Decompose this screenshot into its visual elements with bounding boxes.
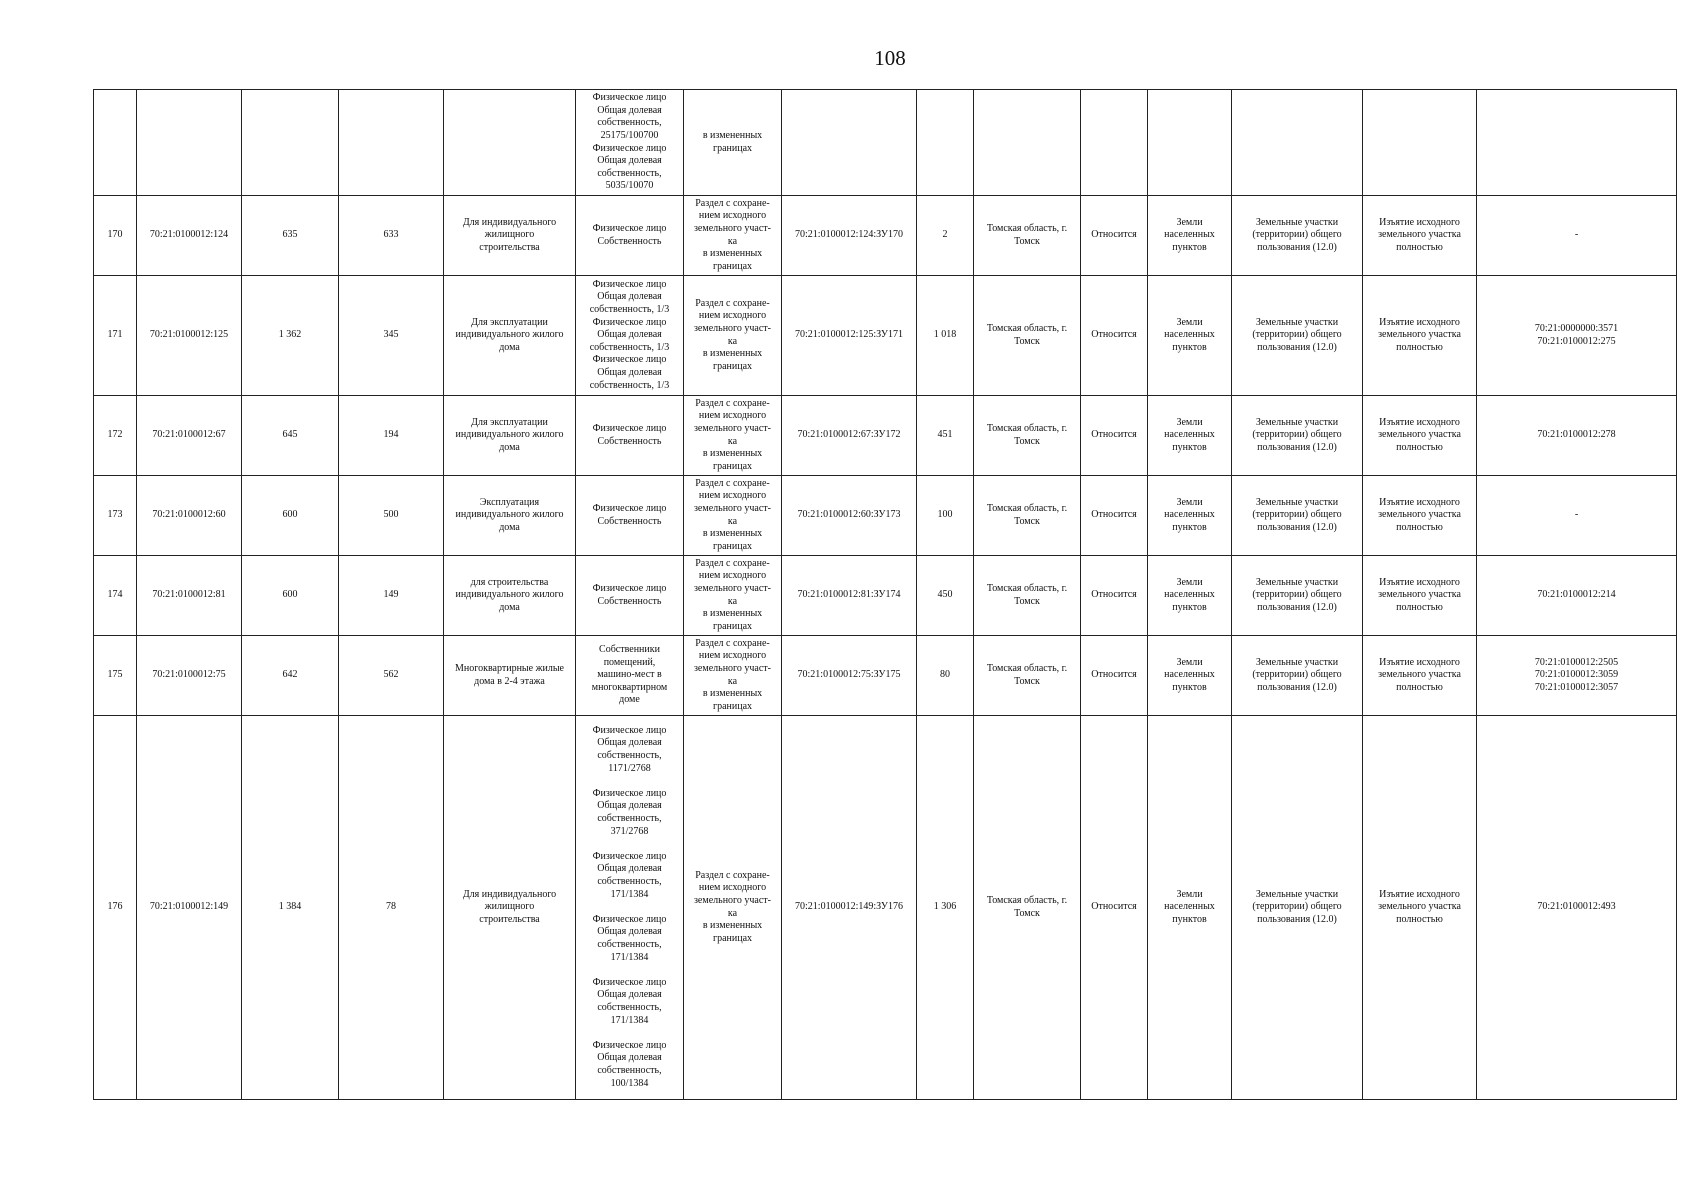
table-row (94, 476, 1677, 556)
area-seized: 500 (383, 509, 399, 521)
permitted-use-cell (444, 90, 576, 196)
plot-address: Томская область, г. Томск (986, 502, 1068, 527)
new-cadastral-cell (782, 476, 917, 556)
table-row (94, 636, 1677, 716)
area-seized-cell (339, 396, 444, 476)
seizure-method-cell (1363, 196, 1477, 276)
area-total: 1 384 (278, 901, 302, 913)
permitted-use-cell (444, 556, 576, 636)
related-objects: - (1574, 229, 1579, 241)
cadastral-number-cell (137, 196, 242, 276)
new-cadastral-cell (782, 716, 917, 1100)
area-total: 600 (282, 589, 298, 601)
area-seized-cell (339, 476, 444, 556)
action-cell (684, 716, 782, 1100)
action-cell (684, 276, 782, 396)
action-cell (684, 396, 782, 476)
relation-cell (1081, 716, 1148, 1100)
new-cadastral-cell (782, 90, 917, 196)
new-cadastral-cell (782, 196, 917, 276)
plot-purpose: Земельные участки (территории) общего пользования (12.0) (1252, 656, 1342, 693)
row-number-cell (94, 556, 137, 636)
formation-method: Раздел с сохране- нием исходного земельного участ- ка в измененных границах (693, 297, 772, 372)
related-objects-cell (1477, 396, 1677, 476)
plot-address: Томская область, г. Томск (986, 322, 1068, 347)
category-cell (1148, 276, 1232, 396)
row-number-cell (94, 636, 137, 716)
cadastral-number: 70:21:0100012:60 (152, 509, 226, 521)
permitted-use-cell (444, 396, 576, 476)
category-cell (1148, 476, 1232, 556)
related-objects-cell (1477, 716, 1677, 1100)
relation-status: Относится (1091, 901, 1137, 913)
table-row (94, 196, 1677, 276)
area-seized: 78 (386, 901, 396, 913)
address-cell (974, 636, 1081, 716)
cadastral-number-cell (137, 276, 242, 396)
permitted-use: Эксплуатация индивидуального жилого дома (455, 496, 564, 533)
permitted-use: Для индивидуального жилищного строительства (462, 888, 557, 925)
area-seized: 345 (383, 329, 399, 341)
new-plot-area: 450 (937, 589, 953, 601)
address-cell (974, 276, 1081, 396)
related-objects: 70:21:0100012:214 (1537, 589, 1616, 601)
relation-cell (1081, 556, 1148, 636)
owner-rights: Физическое лицо Общая долевая собственность, 25175/100700 Физическое лицо Общая долевая собственность, 5035/10070 (592, 92, 667, 192)
plot-address: Томская область, г. Томск (986, 222, 1068, 247)
area-total-cell (242, 636, 339, 716)
owner-rights: Физическое лицо Общая долевая собственность, 1/3 Физическое лицо Общая долевая собственность, 1/3 Физическое лицо Общая долевая собственность, 1/3 (589, 278, 670, 391)
plot-purpose: Земельные участки (территории) общего пользования (12.0) (1252, 576, 1342, 613)
relation-status: Относится (1091, 229, 1137, 241)
category-cell (1148, 396, 1232, 476)
area-seized-cell (339, 716, 444, 1100)
related-objects: 70:21:0100012:2505 70:21:0100012:3059 70:21:0100012:3057 (1534, 656, 1619, 693)
new-area-cell (917, 90, 974, 196)
seizure-method: Изъятие исходного земельного участка полностью (1378, 416, 1461, 453)
purpose-cell (1232, 556, 1363, 636)
action-cell (684, 476, 782, 556)
area-seized: 149 (383, 589, 399, 601)
relation-status: Относится (1091, 429, 1137, 441)
cadastral-number-cell (137, 396, 242, 476)
category-cell (1148, 716, 1232, 1100)
formation-method: Раздел с сохране- нием исходного земельного участ- ка в измененных границах (693, 477, 772, 552)
area-total-cell (242, 90, 339, 196)
address-cell (974, 556, 1081, 636)
new-plot-area: 1 018 (933, 329, 957, 341)
owner-rights: Физическое лицо Общая долевая собственность, 1171/2768 Физическое лицо Общая долевая собственность, 371/2768 Физическое лицо Общая долевая собственность, 171/1384 Физическое лицо Общая долевая собственность, 171/1384 Физическое лицо Общая долевая собственность, 171/1384 Физическое лицо Общая долевая собственность, 100/1384 (592, 724, 667, 1089)
address-cell (974, 476, 1081, 556)
new-area-cell (917, 636, 974, 716)
action-cell (684, 196, 782, 276)
land-category: Земли населенных пунктов (1164, 216, 1215, 253)
new-plot-designation: 70:21:0100012:60:ЗУ173 (797, 509, 901, 521)
category-cell (1148, 636, 1232, 716)
new-plot-area: 2 (942, 229, 948, 241)
plot-address: Томская область, г. Томск (986, 422, 1068, 447)
area-total: 645 (282, 429, 298, 441)
seizure-method-cell (1363, 636, 1477, 716)
row-number-cell (94, 276, 137, 396)
row-number: 171 (107, 329, 123, 341)
area-seized-cell (339, 196, 444, 276)
owner-cell (576, 476, 684, 556)
owner-rights: Физическое лицо Собственность (592, 582, 667, 607)
plot-purpose: Земельные участки (территории) общего пользования (12.0) (1252, 416, 1342, 453)
seizure-method-cell (1363, 476, 1477, 556)
page-number: 108 (874, 46, 906, 70)
row-number-cell (94, 396, 137, 476)
row-number: 176 (107, 901, 123, 913)
land-plots-table (93, 89, 1677, 1100)
area-seized-cell (339, 636, 444, 716)
category-cell (1148, 196, 1232, 276)
seizure-method-cell (1363, 276, 1477, 396)
new-area-cell (917, 396, 974, 476)
related-objects-cell (1477, 276, 1677, 396)
seizure-method: Изъятие исходного земельного участка полностью (1378, 496, 1461, 533)
area-seized-cell (339, 556, 444, 636)
cadastral-number: 70:21:0100012:67 (152, 429, 226, 441)
area-seized: 194 (383, 429, 399, 441)
area-seized-cell (339, 90, 444, 196)
cadastral-number-cell (137, 556, 242, 636)
owner-cell (576, 276, 684, 396)
permitted-use: для строительства индивидуального жилого дома (455, 576, 564, 613)
row-number-cell (94, 90, 137, 196)
related-objects: 70:21:0100012:278 (1537, 429, 1616, 441)
seizure-method: Изъятие исходного земельного участка полностью (1378, 656, 1461, 693)
permitted-use-cell (444, 196, 576, 276)
land-category: Земли населенных пунктов (1164, 316, 1215, 353)
permitted-use-cell (444, 476, 576, 556)
related-objects: - (1574, 509, 1579, 521)
owner-cell (576, 396, 684, 476)
new-plot-designation: 70:21:0100012:149:ЗУ176 (795, 901, 903, 913)
row-number: 175 (107, 669, 123, 681)
new-plot-designation: 70:21:0100012:75:ЗУ175 (797, 669, 901, 681)
area-total-cell (242, 476, 339, 556)
table-row (94, 716, 1677, 1100)
new-plot-area: 451 (937, 429, 953, 441)
area-total-cell (242, 396, 339, 476)
cadastral-number: 70:21:0100012:125 (149, 329, 229, 341)
land-category: Земли населенных пунктов (1164, 576, 1215, 613)
permitted-use-cell (444, 636, 576, 716)
relation-status: Относится (1091, 329, 1137, 341)
new-plot-area: 80 (940, 669, 950, 681)
purpose-cell (1232, 636, 1363, 716)
owner-rights: Физическое лицо Собственность (592, 422, 667, 447)
cadastral-number: 70:21:0100012:124 (149, 229, 229, 241)
row-number-cell (94, 716, 137, 1100)
row-number: 174 (107, 589, 123, 601)
related-objects-cell (1477, 636, 1677, 716)
related-objects: 70:21:0000000:3571 70:21:0100012:275 (1534, 322, 1619, 347)
table-row (94, 276, 1677, 396)
new-area-cell (917, 276, 974, 396)
area-total: 1 362 (278, 329, 302, 341)
cadastral-number-cell (137, 716, 242, 1100)
plot-purpose: Земельные участки (территории) общего пользования (12.0) (1252, 216, 1342, 253)
table-body (94, 90, 1677, 1100)
owner-rights: Физическое лицо Собственность (592, 222, 667, 247)
category-cell (1148, 556, 1232, 636)
formation-method: Раздел с сохране- нием исходного земельного участ- ка в измененных границах (693, 637, 772, 712)
owner-cell (576, 636, 684, 716)
new-plot-designation: 70:21:0100012:125:ЗУ171 (795, 329, 903, 341)
area-seized: 633 (383, 229, 399, 241)
plot-purpose: Земельные участки (территории) общего пользования (12.0) (1252, 496, 1342, 533)
related-objects-cell (1477, 556, 1677, 636)
table-row (94, 556, 1677, 636)
seizure-method-cell (1363, 396, 1477, 476)
area-total: 635 (282, 229, 298, 241)
permitted-use: Для индивидуального жилищного строительства (462, 216, 557, 253)
formation-method: Раздел с сохране- нием исходного земельного участ- ка в измененных границах (693, 397, 772, 472)
area-total-cell (242, 276, 339, 396)
area-total: 642 (282, 669, 298, 681)
land-category: Земли населенных пунктов (1164, 888, 1215, 925)
action-cell (684, 556, 782, 636)
relation-cell (1081, 636, 1148, 716)
new-cadastral-cell (782, 276, 917, 396)
plot-purpose: Земельные участки (территории) общего пользования (12.0) (1252, 888, 1342, 925)
new-plot-area: 100 (937, 509, 953, 521)
owner-rights: Физическое лицо Собственность (592, 502, 667, 527)
address-cell (974, 716, 1081, 1100)
related-objects-cell (1477, 196, 1677, 276)
seizure-method: Изъятие исходного земельного участка полностью (1378, 576, 1461, 613)
area-seized-cell (339, 276, 444, 396)
purpose-cell (1232, 196, 1363, 276)
category-cell (1148, 90, 1232, 196)
new-area-cell (917, 196, 974, 276)
permitted-use: Для эксплуатации индивидуального жилого дома (455, 316, 564, 353)
relation-cell (1081, 276, 1148, 396)
relation-cell (1081, 476, 1148, 556)
area-total-cell (242, 556, 339, 636)
plot-address: Томская область, г. Томск (986, 894, 1068, 919)
new-cadastral-cell (782, 396, 917, 476)
formation-method: Раздел с сохране- нием исходного земельного участ- ка в измененных границах (693, 869, 772, 944)
owner-cell (576, 556, 684, 636)
seizure-method: Изъятие исходного земельного участка полностью (1378, 888, 1461, 925)
plot-address: Томская область, г. Томск (986, 662, 1068, 687)
relation-status: Относится (1091, 509, 1137, 521)
permitted-use: Для эксплуатации индивидуального жилого дома (455, 416, 564, 453)
row-number: 170 (107, 229, 123, 241)
purpose-cell (1232, 716, 1363, 1100)
cadastral-number-cell (137, 90, 242, 196)
seizure-method: Изъятие исходного земельного участка полностью (1378, 316, 1461, 353)
land-category: Земли населенных пунктов (1164, 656, 1215, 693)
owner-cell (576, 716, 684, 1100)
area-seized: 562 (383, 669, 399, 681)
seizure-method-cell (1363, 90, 1477, 196)
new-area-cell (917, 476, 974, 556)
new-plot-designation: 70:21:0100012:81:ЗУ174 (797, 589, 901, 601)
action-cell (684, 90, 782, 196)
seizure-method-cell (1363, 716, 1477, 1100)
action-cell (684, 636, 782, 716)
address-cell (974, 196, 1081, 276)
table-row (94, 90, 1677, 196)
address-cell (974, 396, 1081, 476)
new-plot-designation: 70:21:0100012:67:ЗУ172 (797, 429, 901, 441)
new-plot-designation: 70:21:0100012:124:ЗУ170 (795, 229, 903, 241)
purpose-cell (1232, 276, 1363, 396)
cadastral-number-cell (137, 636, 242, 716)
related-objects-cell (1477, 90, 1677, 196)
relation-cell (1081, 90, 1148, 196)
cadastral-number: 70:21:0100012:149 (149, 901, 229, 913)
address-cell (974, 90, 1081, 196)
relation-status: Относится (1091, 669, 1137, 681)
row-number: 172 (107, 429, 123, 441)
cadastral-number: 70:21:0100012:75 (152, 669, 226, 681)
plot-purpose: Земельные участки (территории) общего пользования (12.0) (1252, 316, 1342, 353)
purpose-cell (1232, 476, 1363, 556)
area-total-cell (242, 196, 339, 276)
formation-method: Раздел с сохране- нием исходного земельного участ- ка в измененных границах (693, 557, 772, 632)
land-category: Земли населенных пунктов (1164, 416, 1215, 453)
formation-method: в измененных границах (702, 129, 763, 154)
table-row (94, 396, 1677, 476)
row-number-cell (94, 196, 137, 276)
land-category: Земли населенных пунктов (1164, 496, 1215, 533)
purpose-cell (1232, 396, 1363, 476)
area-total: 600 (282, 509, 298, 521)
related-objects-cell (1477, 476, 1677, 556)
cadastral-number: 70:21:0100012:81 (152, 589, 226, 601)
row-number: 173 (107, 509, 123, 521)
area-total-cell (242, 716, 339, 1100)
new-area-cell (917, 556, 974, 636)
row-number-cell (94, 476, 137, 556)
new-area-cell (917, 716, 974, 1100)
permitted-use-cell (444, 716, 576, 1100)
related-objects: 70:21:0100012:493 (1537, 901, 1616, 913)
owner-cell (576, 90, 684, 196)
cadastral-number-cell (137, 476, 242, 556)
owner-cell (576, 196, 684, 276)
permitted-use-cell (444, 276, 576, 396)
permitted-use: Многоквартирные жилые дома в 2-4 этажа (455, 662, 564, 687)
purpose-cell (1232, 90, 1363, 196)
seizure-method-cell (1363, 556, 1477, 636)
relation-cell (1081, 196, 1148, 276)
relation-status: Относится (1091, 589, 1137, 601)
relation-cell (1081, 396, 1148, 476)
new-cadastral-cell (782, 636, 917, 716)
new-cadastral-cell (782, 556, 917, 636)
seizure-method: Изъятие исходного земельного участка полностью (1378, 216, 1461, 253)
owner-rights: Собственники помещений, машино-мест в многоквартирном доме (591, 644, 668, 706)
new-plot-area: 1 306 (933, 901, 957, 913)
plot-address: Томская область, г. Томск (986, 582, 1068, 607)
formation-method: Раздел с сохране- нием исходного земельного участ- ка в измененных границах (693, 197, 772, 272)
